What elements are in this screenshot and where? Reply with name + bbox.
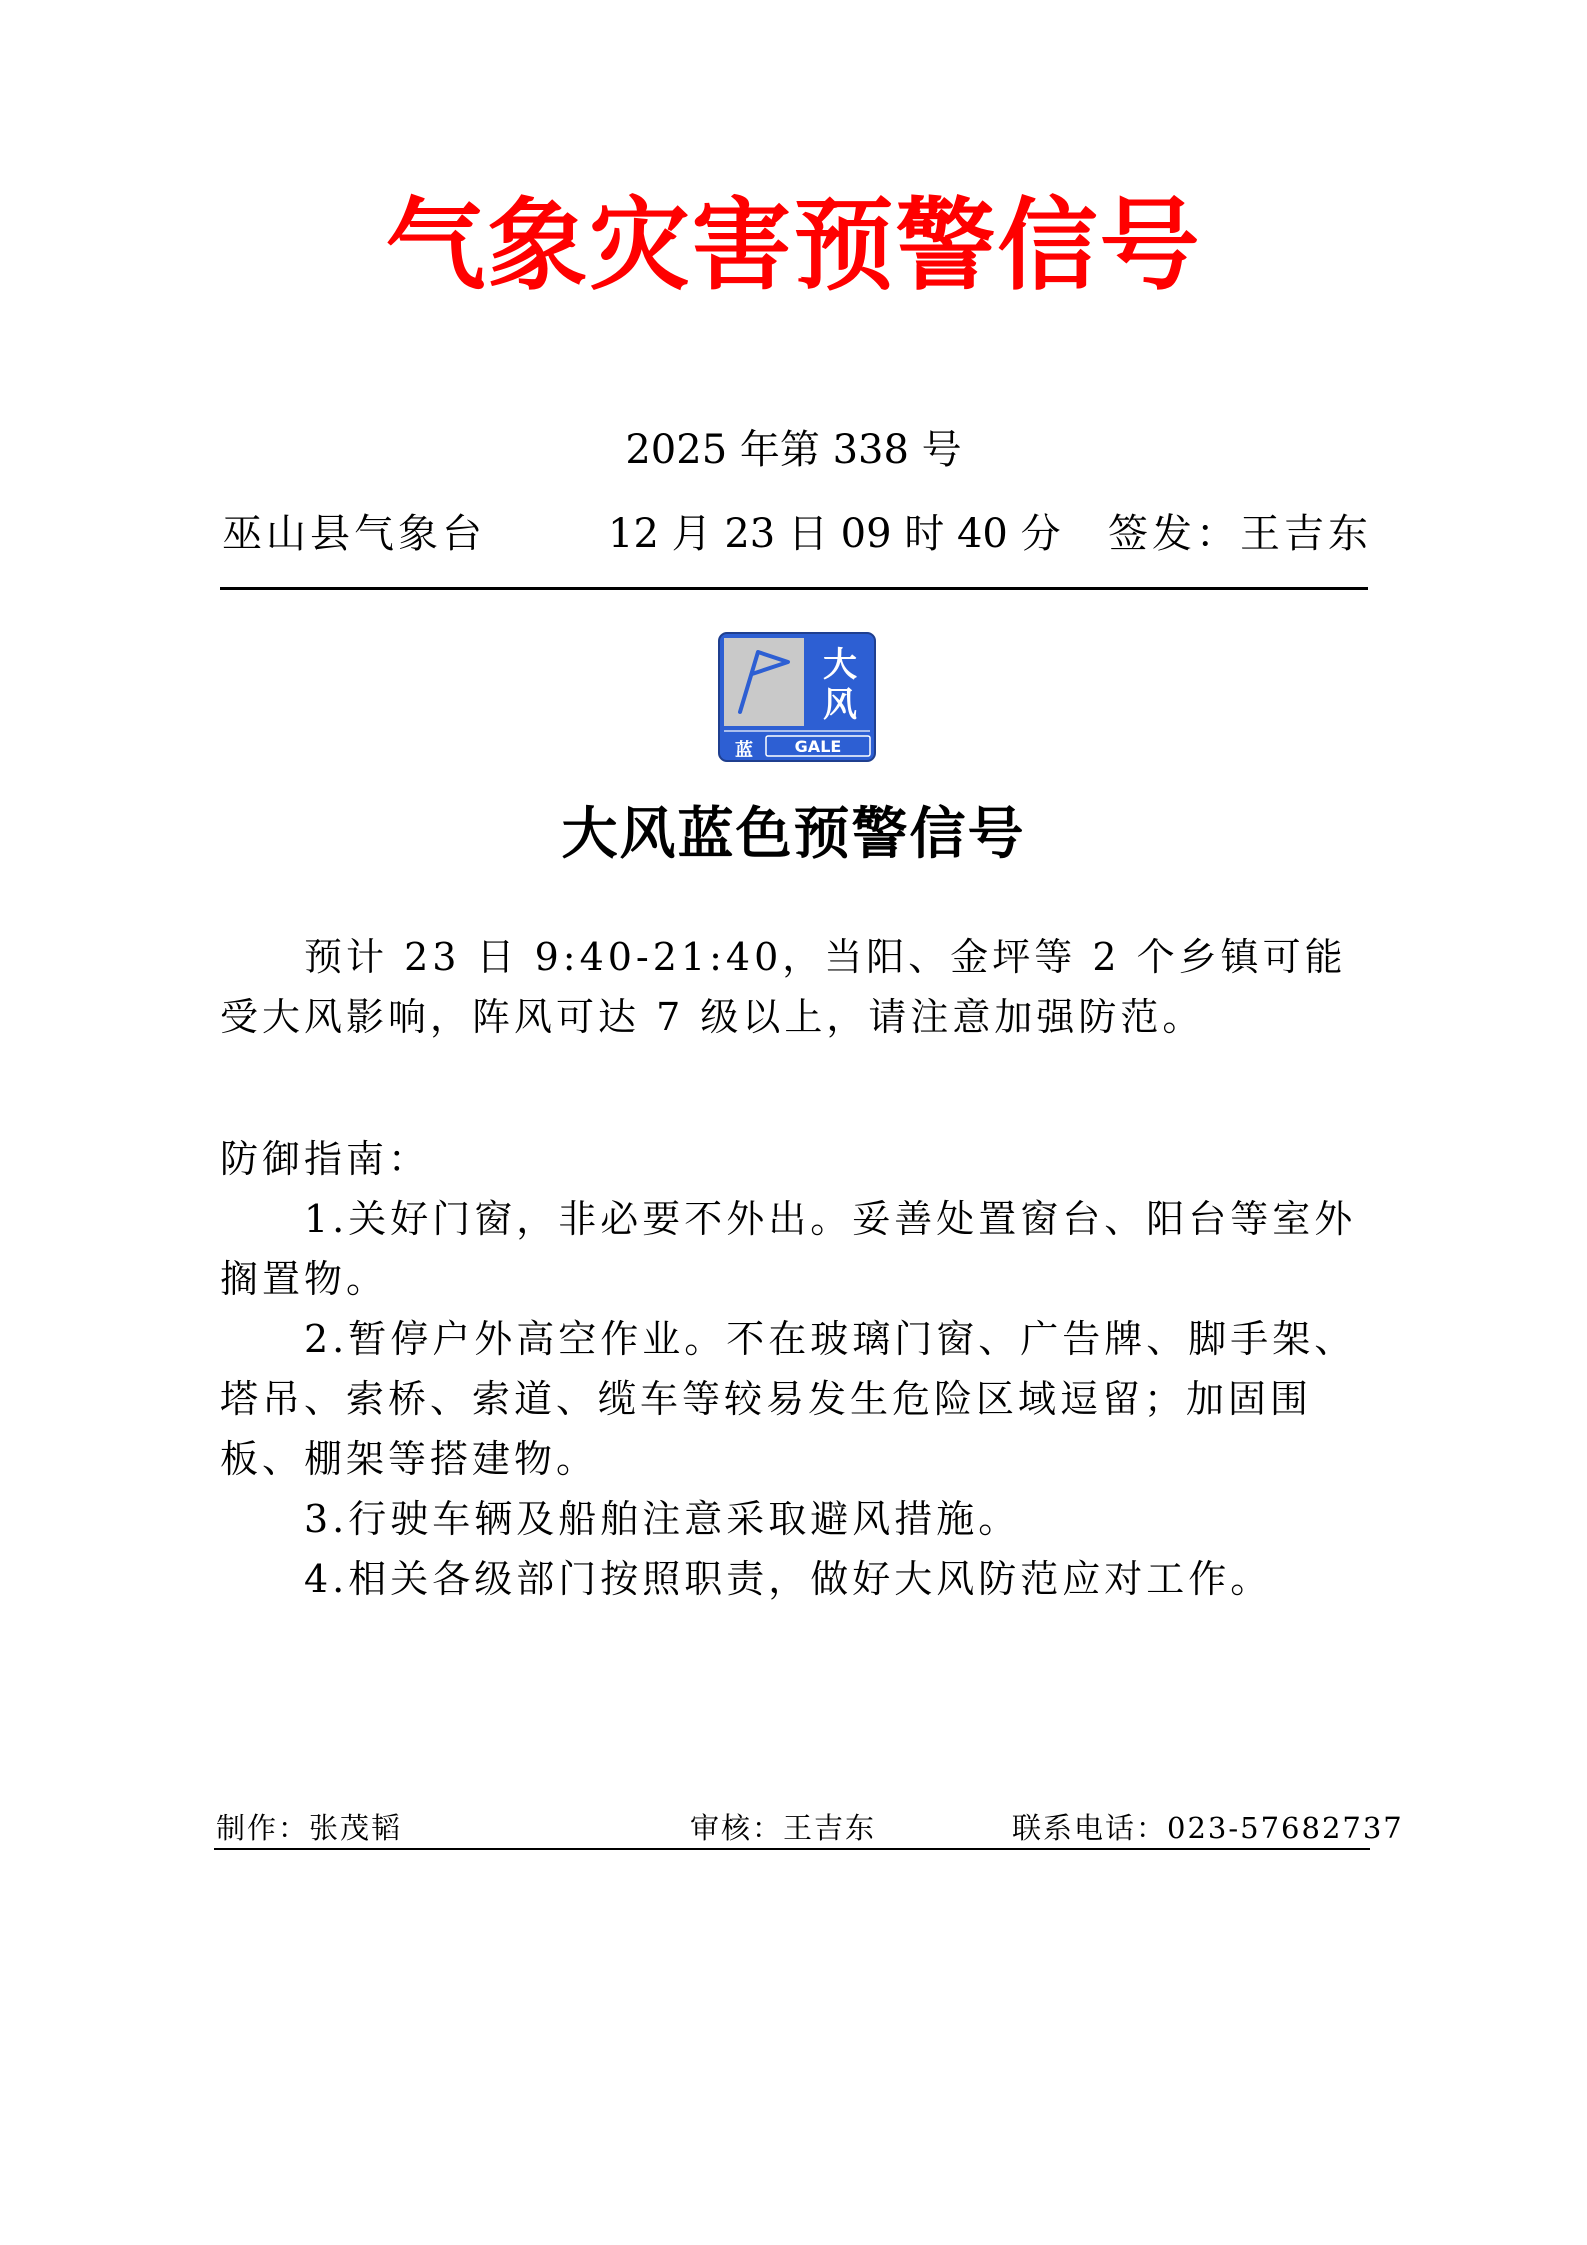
header-divider xyxy=(220,587,1368,590)
signal-title: 大风蓝色预警信号 xyxy=(561,801,1026,867)
issue-number: 2025 年第 338 号 xyxy=(625,427,962,473)
guide-item: 4.相关各级部门按照职责，做好大风防范应对工作。 xyxy=(304,1557,1273,1601)
gale-blue-warning-icon xyxy=(718,632,876,762)
footer-divider xyxy=(214,1848,1370,1850)
icon-char-feng: 风 xyxy=(823,685,857,725)
document-title: 气象灾害预警信号 xyxy=(385,186,1202,304)
footer-reviewer: 审核：王吉东 xyxy=(690,1811,877,1845)
icon-char-da: 大 xyxy=(823,645,857,685)
icon-badge-text: 蓝 xyxy=(735,740,753,761)
footer-contact: 联系电话：023-57682737 xyxy=(1012,1811,1404,1845)
issue-time: 12 月 23 日 09 时 40 分 xyxy=(608,511,1061,557)
guide-item: 3.行驶车辆及船舶注意采取避风措施。 xyxy=(304,1497,1021,1541)
signer: 签发：王吉东 xyxy=(1108,511,1372,557)
guide-heading: 防御指南： xyxy=(220,1137,431,1181)
footer-maker: 制作：张茂韬 xyxy=(216,1811,403,1845)
icon-english-label: GALE xyxy=(794,737,842,756)
flag-panel xyxy=(724,638,804,726)
issuing-office: 巫山县气象台 xyxy=(222,511,486,557)
lead-paragraph: 预计 23 日 9:40-21:40，当阳、金坪等 2 个乡镇可能受大风影响，阵风可达 7 级以上，请注意加强防范。 xyxy=(220,935,1347,1039)
guide-item: 1.关好门窗，非必要不外出。妥善处置窗台、阳台等室外搁置物。 xyxy=(220,1197,1357,1301)
guide-item: 2.暂停户外高空作业。不在玻璃门窗、广告牌、脚手架、塔吊、索桥、索道、缆车等较易发生危险区域逗留；加固围板、棚架等搭建物。 xyxy=(220,1317,1357,1481)
